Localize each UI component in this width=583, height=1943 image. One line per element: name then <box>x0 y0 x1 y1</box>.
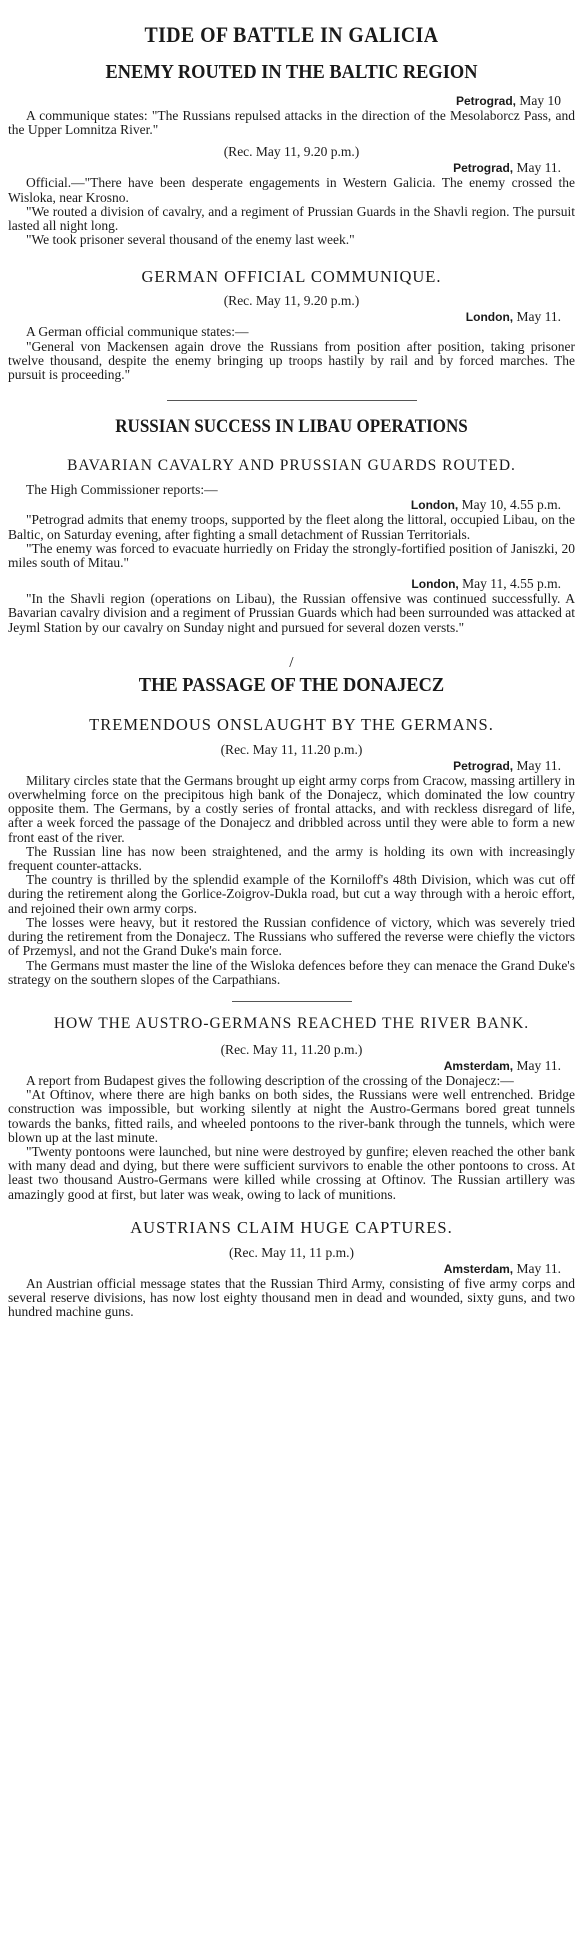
received-line: (Rec. May 11, 11 p.m.) <box>229 1244 354 1260</box>
article-paragraph: An Austrian official message states that the Russian Third Army, consisting of five army corps and several reserve divisions, has now lost eighty thousand men in dead and wounded, sixty guns, and two hundred machine guns. <box>8 1276 575 1320</box>
dateline-date: May 10, 4.55 p.m. <box>458 497 561 513</box>
article-paragraph: A German official communique states:— <box>26 325 249 340</box>
subheading-bavarian-cavalry: BAVARIAN CAVALRY AND PRUSSIAN GUARDS ROUTED. <box>67 457 516 475</box>
article-paragraph: "Petrograd admits that enemy troops, supported by the fleet along the littoral, occupied Libau, on the Baltic, on Saturday evening, after fighting a small detachment of Russian Territorials. <box>8 513 575 542</box>
article-paragraph: "General von Mackensen again drove the Russians from position after position, taking prisoner twelve thousand, despite the enemy bringing up troops hastily by rail and by forced marches. The pursuit is proceeding." <box>8 339 575 383</box>
article-paragraph: A communique states: "The Russians repulsed attacks in the direction of the Mesolaborcz Pass, and the Upper Lomnitza River." <box>8 109 575 138</box>
article-paragraph: The Russian line has now been straightened, and the army is holding its own with increasingly frequent counter-attacks. <box>8 844 575 874</box>
dateline <box>8 1261 575 1277</box>
dateline <box>8 497 575 513</box>
received-line: (Rec. May 11, 11.20 p.m.) <box>220 1041 363 1057</box>
article-paragraph: "We took prisoner several thousand of the enemy last week." <box>26 233 355 248</box>
dateline <box>8 576 575 592</box>
received-line: (Rec. May 11, 9.20 p.m.) <box>223 293 360 309</box>
dateline-place: London, <box>411 577 459 592</box>
dateline-place: Petrograd, <box>455 94 516 108</box>
dateline-place: Petrograd, <box>453 758 514 773</box>
article-paragraph: A report from Budapest gives the following description of the crossing of the Donajecz:— <box>26 1073 514 1088</box>
section-heading-german-communique: GERMAN OFFICIAL COMMUNIQUE. <box>141 267 442 287</box>
dateline-date: May 11, 4.55 p.m. <box>458 576 561 592</box>
article-paragraph: The High Commissioner reports:— <box>26 483 218 498</box>
dateline-place: Amsterdam, <box>443 1261 514 1276</box>
section-heading-baltic: ENEMY ROUTED IN THE BALTIC REGION <box>105 61 478 83</box>
article-paragraph: "The enemy was forced to evacuate hurriedly on Friday the strongly-fortified position of Janiszki, 20 miles south of Mitau." <box>8 541 575 571</box>
article-paragraph: The country is thrilled by the splendid example of the Korniloff's 48th Division, which was cut off during the retirement along the Gorlice-Zoigrov-Dukla road, but cut a way through with a heroic effort, and rejoined their own army corps. <box>8 873 575 916</box>
received-line: (Rec. May 11, 9.20 p.m.) <box>223 144 360 160</box>
dateline <box>8 758 575 774</box>
dateline <box>8 93 575 109</box>
article-paragraph: Official.—"There have been desperate engagements in Western Galicia. The enemy crossed the Wisloka, near Krosno. <box>8 176 575 205</box>
article-paragraph: "In the Shavli region (operations on Libau), the Russian offensive was continued successfully. A Bavarian cavalry division and a regiment of Prussian Guards which had been surrounded was attacked at Jeyml Station by our cavalry on Sunday night and pursued for several dozen versts." <box>8 592 575 635</box>
dateline <box>8 309 575 325</box>
section-divider-mark: / <box>289 656 294 669</box>
dateline-date: May 11. <box>513 1057 561 1073</box>
dateline-place: Amsterdam, <box>443 1058 514 1073</box>
section-heading-donajecz: THE PASSAGE OF THE DONAJECZ <box>138 673 445 696</box>
page-title: TIDE OF BATTLE IN GALICIA <box>144 22 439 47</box>
section-heading-river-bank: HOW THE AUSTRO-GERMANS REACHED THE RIVER BANK. <box>53 1014 530 1032</box>
article-paragraph: Military circles state that the Germans brought up eight army corps from Cracow, massing artillery in overwhelming force on the precipitous high bank of the Donajecz, which dominated the low country opposite them. The Germans, by a costly series of frontal attacks, and with reckless disregard of life, after a week forced the passage of the Donajecz and dribbled across until they were able to form a new front east of the river. <box>8 773 575 845</box>
dateline <box>8 1058 575 1074</box>
dateline-date: May 11. <box>513 1260 561 1276</box>
article-paragraph: "We routed a division of cavalry, and a regiment of Prussian Guards in the Shavli region. The pursuit lasted all night long. <box>8 204 575 234</box>
dateline-place: London, <box>410 498 459 513</box>
section-heading-libau: RUSSIAN SUCCESS IN LIBAU OPERATIONS <box>115 417 468 438</box>
dateline <box>8 160 575 176</box>
dateline-date: May 11. <box>513 757 561 773</box>
dateline-place: Petrograd, <box>453 161 514 176</box>
article-paragraph: "At Oftinov, where there are high banks on both sides, the Russians were well entrenched. Bridge construction was impossible, but working silently at night the Austro-Germans bored great tunnels towards the banks, fitted rails, and wheeled pontoons to the river-bank through the tunnels, which were blown up at the last minute. <box>8 1088 575 1145</box>
subheading-onslaught: TREMENDOUS ONSLAUGHT BY THE GERMANS. <box>89 714 494 734</box>
dateline-date: May 11. <box>513 309 561 325</box>
received-line: (Rec. May 11, 11.20 p.m.) <box>220 741 363 757</box>
article-paragraph: The losses were heavy, but it restored the Russian confidence of victory, which was severely tried during the retirement from the Donajecz. The Russians who suffered the reverse were chiefly the victors of Przemysl, and not the Grand Duke's main force. <box>8 915 575 959</box>
section-heading-austrian-captures: AUSTRIANS CLAIM HUGE CAPTURES. <box>130 1217 453 1237</box>
article-paragraph: "Twenty pontoons were launched, but nine were destroyed by gunfire; eleven reached the other bank with many dead and dying, but there were sufficient survivors to enable the other pontoons to cross. At least two thousand Austro-Germans were killed while crossing at Oftinov. The Russian artillery was amazingly good at first, but later was weak, owing to lack of munitions. <box>8 1144 575 1202</box>
dateline-place: London, <box>465 310 514 325</box>
dateline-date: May 11. <box>513 160 561 176</box>
dateline-date: May 10 <box>516 93 561 108</box>
article-paragraph: The Germans must master the line of the Wisloka defences before they can menace the Grand Duke's strategy on the southern slopes of the Carpathians. <box>8 958 575 987</box>
